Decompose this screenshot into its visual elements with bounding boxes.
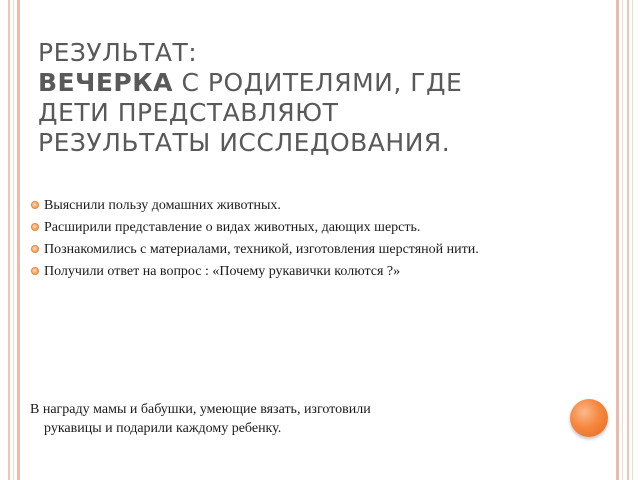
- bullet-text: Познакомились с материалами, техникой, изготовления шерстяной нити.: [44, 242, 479, 257]
- bullet-item: [30, 197, 590, 215]
- bullet-dot-icon: [31, 223, 39, 231]
- footer-paragraph: [30, 400, 500, 438]
- bullet-text: Получили ответ на вопрос : «Почему рукавички колются ?»: [44, 264, 401, 279]
- bullet-list: [30, 197, 590, 285]
- bullet-text: Выяснили пользу домашних животных.: [44, 198, 281, 213]
- title-line-3: ДЕТИ ПРЕДСТАВЛЯЮТ: [38, 98, 339, 127]
- right-decor-stripe: [632, 0, 633, 480]
- bullet-dot-icon: [31, 201, 39, 209]
- right-decor-stripe: [627, 0, 629, 480]
- bullet-dot-icon: [31, 267, 39, 275]
- left-decor-stripe: [17, 0, 20, 480]
- bullet-dot-icon: [31, 245, 39, 253]
- bullet-item: [30, 219, 590, 237]
- title-line-4: РЕЗУЛЬТАТЫ ИССЛЕДОВАНИЯ.: [38, 128, 451, 157]
- right-decor-stripe: [616, 0, 619, 480]
- orange-circle-decoration: [570, 399, 608, 437]
- bullet-item: [30, 263, 590, 281]
- slide-title: [38, 38, 598, 158]
- footer-line-2: рукавицы и подарили каждому ребенку.: [44, 421, 282, 436]
- footer-line-1: В награду мамы и бабушки, умеющие вязать, изготовили: [30, 402, 371, 417]
- right-decor-stripe: [622, 0, 623, 480]
- title-bold-word: ВЕЧЕРКА: [38, 68, 174, 97]
- title-line-1: РЕЗУЛЬТАТ:: [38, 38, 198, 67]
- bullet-text: Расширили представление о видах животных, дающих шерсть.: [44, 220, 421, 235]
- title-line-2-rest: С РОДИТЕЛЯМИ, ГДЕ: [173, 68, 463, 97]
- bullet-item: [30, 241, 590, 259]
- left-decor-stripe: [13, 0, 14, 480]
- left-decor-stripe: [8, 0, 10, 480]
